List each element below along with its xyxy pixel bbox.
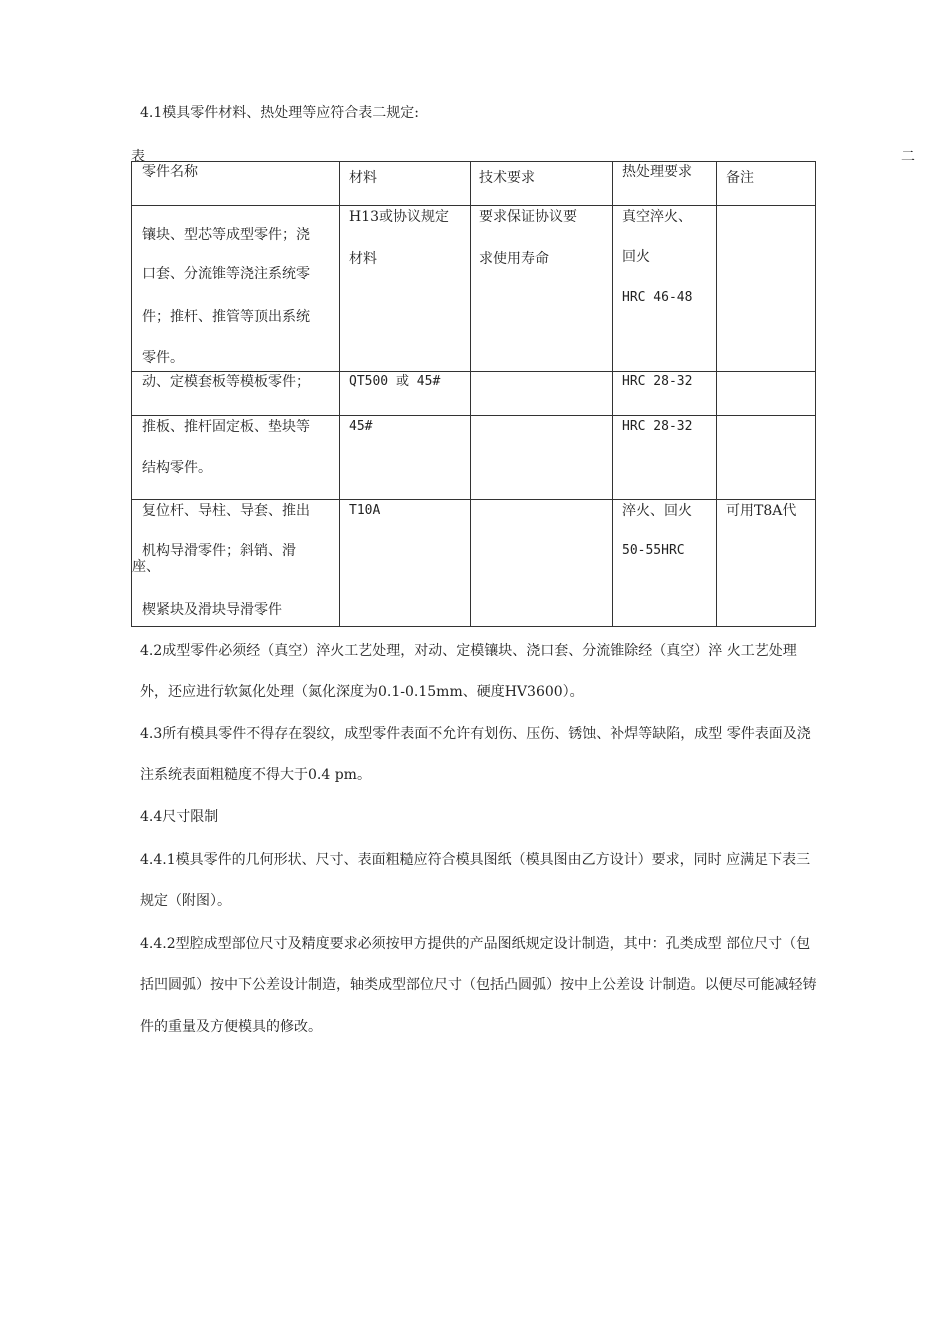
paragraph-4-3-line-2: 注系统表面粗糙度不得大于0.4 pm。 bbox=[140, 767, 371, 783]
cell-text: 回火 bbox=[622, 249, 650, 265]
paragraph-4-4-2-line-3: 件的重量及方便模具的修改。 bbox=[140, 1019, 322, 1035]
cell-text: 淬火、回火 bbox=[622, 503, 692, 519]
table-caption-number: 二 bbox=[901, 149, 915, 165]
paragraph-4-2-line-1: 4.2成型零件必须经（真空）淬火工艺处理，对动、定模镶块、浇口套、分流锥除经（真空）淬 火工艺处理 bbox=[140, 643, 797, 659]
cell-text: 口套、分流锥等浇注系统零 bbox=[142, 266, 310, 282]
materials-table bbox=[131, 161, 816, 627]
table-row bbox=[132, 206, 816, 372]
cell-text: 零件。 bbox=[142, 350, 184, 366]
cell-text: 镶块、型芯等成型零件；浇 bbox=[142, 227, 310, 243]
cell-text: 动、定模套板等模板零件； bbox=[142, 374, 310, 390]
table-row bbox=[132, 500, 816, 627]
cell-text: 可用T8A代 bbox=[726, 503, 797, 519]
table-header-row bbox=[132, 162, 816, 206]
table-row bbox=[132, 416, 816, 500]
cell-text: 楔紧块及滑块导滑零件 bbox=[142, 602, 282, 618]
cell-text: 座、 bbox=[132, 559, 160, 575]
cell-text: HRC 46-48 bbox=[622, 290, 693, 305]
paragraph-4-3-line-1: 4.3所有模具零件不得存在裂纹，成型零件表面不允许有划伤、压伤、锈蚀、补焊等缺陷，成型 零件表面及浇 bbox=[140, 726, 811, 742]
header-tech-requirement: 技术要求 bbox=[479, 170, 535, 186]
table-row bbox=[132, 372, 816, 416]
cell-text: H13或协议规定 bbox=[349, 209, 450, 225]
cell-text: 50-55HRC bbox=[622, 543, 685, 558]
paragraph-4-2-line-2: 外，还应进行软氮化处理（氮化深度为0.1-0.15mm、硬度HV3600）。 bbox=[140, 684, 584, 700]
cell-text: QT500 或 45# bbox=[349, 374, 441, 389]
paragraph-4-1: 4.1模具零件材料、热处理等应符合表二规定: bbox=[140, 105, 419, 121]
cell-text: HRC 28-32 bbox=[622, 419, 693, 434]
paragraph-4-4-1-line-1: 4.4.1模具零件的几何形状、尺寸、表面粗糙应符合模具图纸（模具图由乙方设计）要求，同时 应满足下表三 bbox=[140, 852, 811, 868]
cell-text: 结构零件。 bbox=[142, 460, 212, 476]
cell-text: HRC 28-32 bbox=[622, 374, 693, 389]
header-heat-treatment: 热处理要求 bbox=[622, 164, 692, 180]
header-material: 材料 bbox=[349, 170, 377, 186]
cell-text: 复位杆、导柱、导套、推出 bbox=[142, 503, 310, 519]
header-part-name: 零件名称 bbox=[142, 164, 198, 180]
cell-text: 45# bbox=[349, 419, 373, 434]
paragraph-4-4-2-line-1: 4.4.2型腔成型部位尺寸及精度要求必须按甲方提供的产品图纸规定设计制造，其中：孔类成型 部位尺寸（包 bbox=[140, 936, 811, 952]
header-note: 备注 bbox=[726, 170, 754, 186]
cell-text: 件；推杆、推管等顶出系统 bbox=[142, 309, 310, 325]
cell-text: 要求保证协议要 bbox=[479, 209, 577, 225]
cell-text: T10A bbox=[349, 503, 381, 518]
cell-text: 推板、推杆固定板、垫块等 bbox=[142, 419, 310, 435]
paragraph-4-4: 4.4尺寸限制 bbox=[140, 809, 219, 825]
paragraph-4-4-2-line-2: 括凹圆弧）按中下公差设计制造，轴类成型部位尺寸（包括凸圆弧）按中上公差设 计制造。以便尽可能减轻铸 bbox=[140, 977, 817, 993]
table-caption-label: 表 bbox=[131, 149, 145, 165]
cell-text: 求使用寿命 bbox=[479, 251, 549, 267]
cell-text: 材料 bbox=[349, 251, 377, 267]
paragraph-4-4-1-line-2: 规定（附图）。 bbox=[140, 893, 231, 909]
cell-text: 机构导滑零件；斜销、滑 bbox=[142, 543, 296, 559]
cell-text: 真空淬火、 bbox=[622, 209, 692, 225]
